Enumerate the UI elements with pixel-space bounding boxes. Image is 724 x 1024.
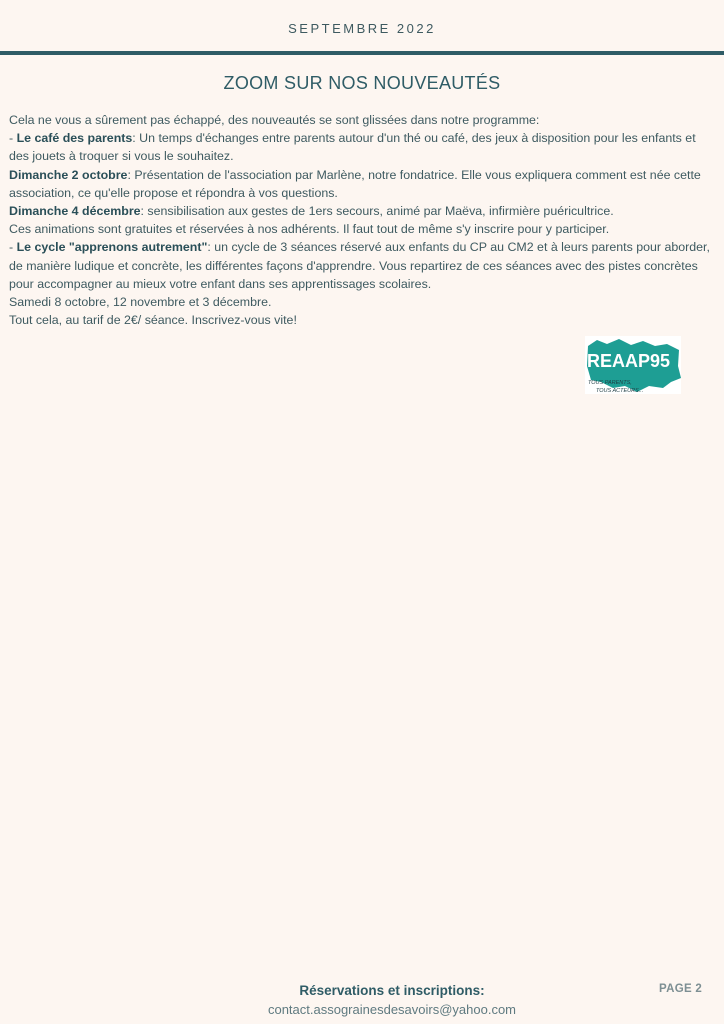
event-oct-text: : Présentation de l'association par Marlène, notre fondatrice. Elle vous expliquera comment est née cette association, ce qu'elle propose et répondra à vos questions.	[9, 167, 701, 200]
cycle-text: : un cycle de 3 séances réservé aux enfants du CP au CM2 et à leurs parents pour aborder, de manière ludique et concrète, les différentes façons d'apprendre. Vous repartirez de ces séances avec des pistes concrètes pour accompagner au mieux votre enfant dans ses apprentissages scolaires.	[9, 240, 710, 291]
cafe-text: : Un temps d'échanges entre parents autour d'un thé ou café, des jeux à disposition pour les enfants et des jouets à troquer si vous le souhaitez.	[9, 131, 696, 164]
logo-tagline-2: TOUS ACTEURS...	[596, 388, 644, 394]
price-paragraph	[9, 311, 715, 329]
event-dec-paragraph	[9, 202, 715, 220]
cafe-prefix: -	[9, 131, 17, 146]
section-title: ZOOM SUR NOS NOUVEAUTÉS	[223, 73, 501, 93]
cafe-title: Le café des parents	[16, 131, 133, 146]
event-dec-title: Dimanche 4 décembre	[9, 204, 141, 219]
event-oct-paragraph	[9, 166, 715, 202]
intro-text: Cela ne vous a sûrement pas échappé, des nouveautés se sont glissées dans notre programme:	[9, 113, 540, 127]
body-text	[9, 111, 715, 329]
free-paragraph	[9, 220, 715, 238]
cycle-title: Le cycle "apprenons autrement"	[16, 240, 208, 255]
page-number: PAGE 2	[659, 983, 703, 995]
footer-reservations-label: Réservations et inscriptions:	[299, 983, 485, 998]
intro-paragraph	[9, 111, 715, 129]
price-text: Tout cela, au tarif de 2€/ séance. Inscrivez-vous vite!	[9, 313, 297, 328]
event-oct-title: Dimanche 2 octobre	[9, 167, 128, 182]
dates-text: Samedi 8 octobre, 12 novembre et 3 décembre.	[9, 295, 272, 310]
header-divider	[0, 51, 724, 55]
event-dec-text: : sensibilisation aux gestes de 1ers secours, animé par Maëva, infirmière puéricultrice.	[140, 204, 614, 219]
header-month: SEPTEMBRE 2022	[288, 21, 436, 36]
free-text: Ces animations sont gratuites et réservées à nos adhérents. Il faut tout de même s'y inscrire pour y participer.	[9, 222, 610, 237]
cafe-paragraph	[9, 129, 715, 165]
cycle-prefix: -	[9, 240, 17, 255]
cycle-paragraph	[9, 238, 715, 293]
logo-tagline-1: TOUS PARENTS,	[588, 380, 632, 386]
footer-email[interactable]: contact.assograinesdesavoirs@yahoo.com	[267, 1002, 517, 1017]
dates-paragraph	[9, 293, 715, 311]
logo-wordmark: REAAP95	[587, 351, 671, 371]
reaap95-logo	[585, 336, 681, 394]
